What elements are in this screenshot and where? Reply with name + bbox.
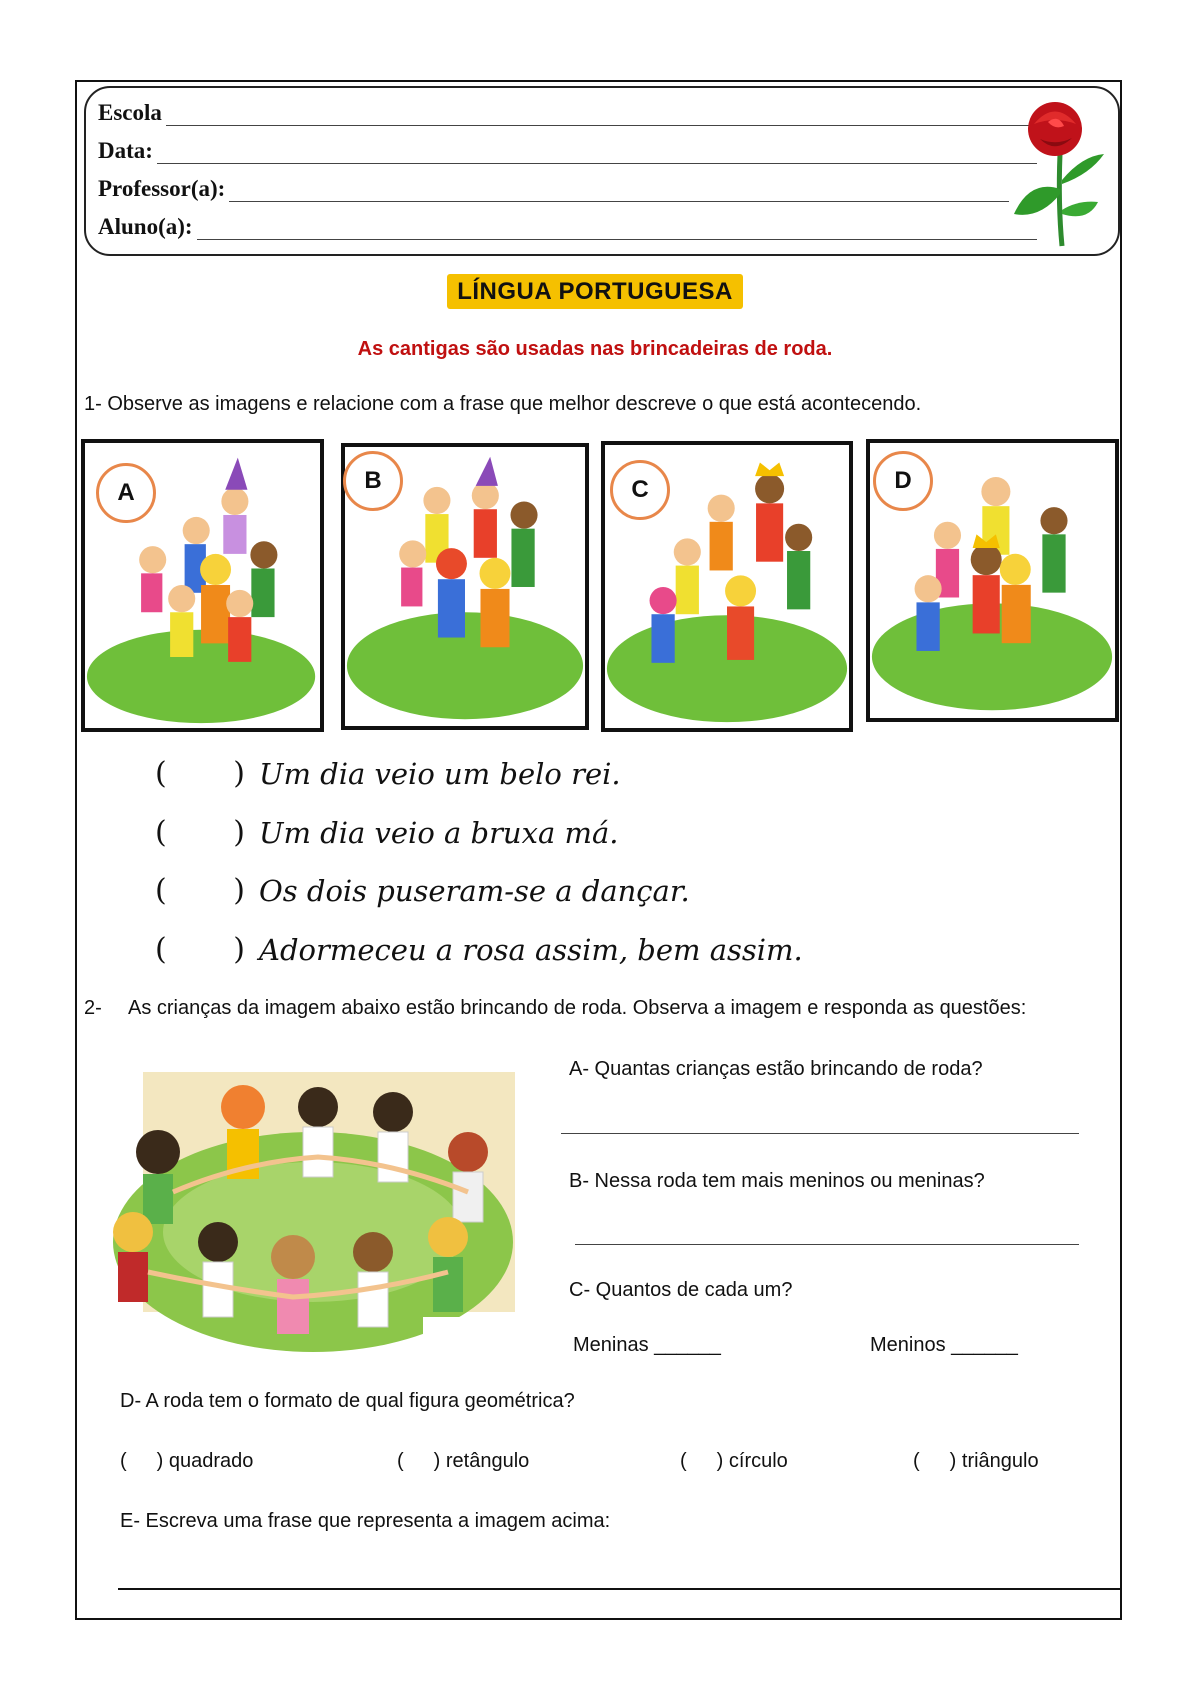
answer-line-e[interactable] bbox=[118, 1588, 1122, 1590]
date-label: Data: bbox=[98, 138, 153, 163]
teacher-field[interactable] bbox=[229, 183, 1009, 202]
children-circle-illustration bbox=[103, 1072, 515, 1358]
picture-label-b: B bbox=[343, 451, 403, 511]
girls-count-field[interactable]: Meninas ______ bbox=[573, 1334, 721, 1356]
question-2c: C- Quantos de cada um? bbox=[569, 1279, 793, 1301]
question-2e: E- Escreva uma frase que representa a imagem acima: bbox=[120, 1510, 611, 1532]
choice-square[interactable]: ( ) quadrado bbox=[120, 1450, 254, 1472]
option-text: Um dia veio a bruxa má. bbox=[259, 815, 619, 850]
question-1-prompt: 1- Observe as imagens e relacione com a frase que melhor descreve o que está acontecendo. bbox=[84, 393, 922, 415]
question-2-prompt bbox=[84, 995, 1116, 1021]
student-field[interactable] bbox=[197, 221, 1037, 240]
page-border bbox=[75, 80, 1122, 1620]
option-1 bbox=[155, 756, 621, 791]
question-2b: B- Nessa roda tem mais meninos ou meninas? bbox=[569, 1170, 985, 1192]
option-2 bbox=[155, 815, 618, 850]
option-text: Um dia veio um belo rei. bbox=[259, 756, 621, 791]
answer-parens[interactable]: ( ) bbox=[155, 756, 245, 791]
option-3 bbox=[155, 873, 690, 908]
question-2d: D- A roda tem o formato de qual figura geométrica? bbox=[120, 1390, 575, 1412]
choice-circle[interactable]: ( ) círculo bbox=[680, 1450, 788, 1472]
teacher-row bbox=[98, 176, 1009, 202]
picture-label-d: D bbox=[873, 451, 933, 511]
choice-triangle[interactable]: ( ) triângulo bbox=[913, 1450, 1039, 1472]
answer-parens[interactable]: ( ) bbox=[155, 815, 245, 850]
header-box bbox=[84, 86, 1120, 256]
option-text: Os dois puseram-se a dançar. bbox=[259, 873, 690, 908]
children-circle-picture bbox=[103, 1072, 515, 1358]
answer-line-b[interactable] bbox=[575, 1244, 1079, 1245]
question-2-text: As crianças da imagem abaixo estão brincando de roda. Observa a imagem e responda as questões: bbox=[128, 997, 1027, 1019]
option-4 bbox=[155, 932, 803, 967]
question-2a: A- Quantas crianças estão brincando de roda? bbox=[569, 1058, 983, 1080]
subject-title: LÍNGUA PORTUGUESA bbox=[0, 278, 1190, 306]
rose-icon bbox=[1000, 94, 1110, 252]
date-field[interactable] bbox=[157, 145, 1037, 164]
answer-line-a[interactable] bbox=[561, 1133, 1079, 1134]
school-row bbox=[98, 100, 1046, 126]
question-2-number: 2- bbox=[84, 997, 102, 1019]
option-text: Adormeceu a rosa assim, bem assim. bbox=[259, 932, 803, 967]
date-row bbox=[98, 138, 1037, 164]
school-field[interactable] bbox=[166, 107, 1046, 126]
school-label: Escola bbox=[98, 100, 162, 125]
boys-count-field[interactable]: Meninos ______ bbox=[870, 1334, 1018, 1356]
answer-parens[interactable]: ( ) bbox=[155, 932, 245, 967]
picture-label-a: A bbox=[96, 463, 156, 523]
student-row bbox=[98, 214, 1037, 240]
picture-label-c: C bbox=[610, 460, 670, 520]
answer-parens[interactable]: ( ) bbox=[155, 873, 245, 908]
subtitle: As cantigas são usadas nas brincadeiras de roda. bbox=[357, 338, 833, 360]
student-label: Aluno(a): bbox=[98, 214, 193, 239]
teacher-label: Professor(a): bbox=[98, 176, 226, 201]
choice-rectangle[interactable]: ( ) retângulo bbox=[397, 1450, 530, 1472]
